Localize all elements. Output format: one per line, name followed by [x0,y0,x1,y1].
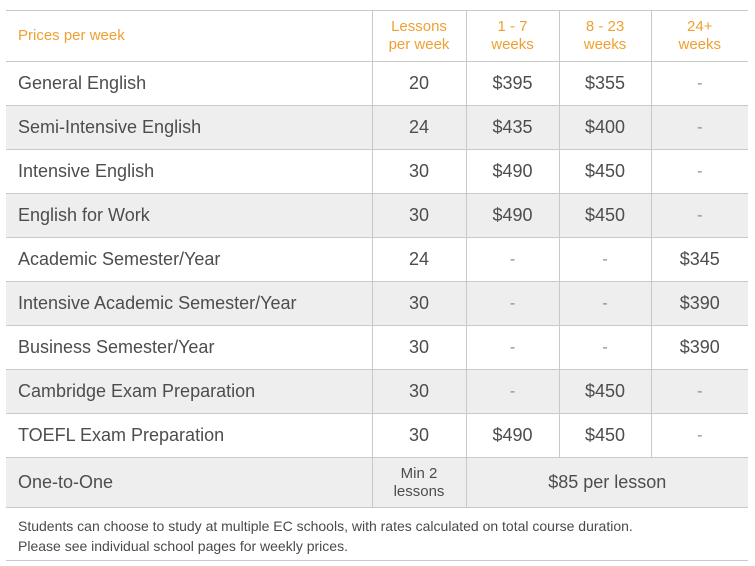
price-24-plus-cell: $390 [651,326,748,370]
course-name: Business Semester/Year [6,326,372,370]
course-name: One-to-One [6,458,372,508]
table-row [6,414,748,458]
course-name: Intensive Academic Semester/Year [6,282,372,326]
price-24-plus-cell: - [651,370,748,414]
header-w2-line2: weeks [583,36,627,53]
header-w1-line1: 1 - 7 [497,18,528,35]
min-lessons-line1: Min 2 [400,464,438,482]
table-row [6,326,748,370]
price-1-7-cell: $395 [466,62,559,106]
lessons-cell: 30 [372,414,466,458]
lessons-cell: 30 [372,326,466,370]
header-row [6,11,748,62]
price-8-23-cell: $355 [559,62,651,106]
footnote-line2: Please see individual school pages for weekly prices. [18,538,348,554]
course-name: Intensive English [6,150,372,194]
price-24-plus-cell: - [651,106,748,150]
course-name: Cambridge Exam Preparation [6,370,372,414]
footnote-line1: Students can choose to study at multiple EC schools, with rates calculated on total course duration. [18,518,633,534]
price-1-7-cell: - [466,238,559,282]
lessons-cell: 20 [372,62,466,106]
price-8-23-cell: $450 [559,194,651,238]
header-w3-line2: weeks [678,36,722,53]
price-8-23-cell: $450 [559,414,651,458]
price-1-7-cell: $490 [466,194,559,238]
price-1-7-cell: $490 [466,150,559,194]
course-name: General English [6,62,372,106]
header-lessons-line1: Lessons [391,18,447,35]
header-prices-per-week: Prices per week [6,11,372,62]
lessons-cell: 24 [372,106,466,150]
table-row [6,106,748,150]
per-lesson-price-cell: $85 per lesson [466,458,748,508]
one-to-one-row [6,458,748,508]
price-1-7-cell: $490 [466,414,559,458]
price-8-23-cell: - [559,326,651,370]
course-name: TOEFL Exam Preparation [6,414,372,458]
price-1-7-cell: - [466,370,559,414]
price-1-7-cell: $435 [466,106,559,150]
header-w3-line1: 24+ [687,18,713,35]
price-1-7-cell: - [466,282,559,326]
price-24-plus-cell: $345 [651,238,748,282]
lessons-cell: 30 [372,370,466,414]
header-lessons-per-week [372,11,466,62]
price-8-23-cell: - [559,238,651,282]
price-table [6,10,748,508]
price-8-23-cell: - [559,282,651,326]
table-row [6,62,748,106]
min-lessons-line2: lessons [393,482,445,500]
lessons-cell: 30 [372,282,466,326]
table-row [6,238,748,282]
table-row [6,282,748,326]
lessons-cell [372,458,466,508]
course-name: English for Work [6,194,372,238]
lessons-cell: 30 [372,194,466,238]
table-row [6,150,748,194]
price-8-23-cell: $450 [559,370,651,414]
price-24-plus-cell: - [651,150,748,194]
header-w2-line1: 8 - 23 [585,18,625,35]
price-24-plus-cell: - [651,194,748,238]
course-name: Semi-Intensive English [6,106,372,150]
price-table-container [6,10,748,561]
price-24-plus-cell: - [651,414,748,458]
price-24-plus-cell: $390 [651,282,748,326]
table-row [6,370,748,414]
price-1-7-cell: - [466,326,559,370]
lessons-cell: 30 [372,150,466,194]
price-24-plus-cell: - [651,62,748,106]
table-row [6,194,748,238]
header-lessons-line2: per week [388,36,450,53]
header-24-plus-weeks [651,11,748,62]
course-name: Academic Semester/Year [6,238,372,282]
header-1-7-weeks [466,11,559,62]
header-8-23-weeks [559,11,651,62]
lessons-cell: 24 [372,238,466,282]
price-8-23-cell: $450 [559,150,651,194]
price-8-23-cell: $400 [559,106,651,150]
header-w1-line2: weeks [491,36,534,53]
footnote [6,507,748,561]
